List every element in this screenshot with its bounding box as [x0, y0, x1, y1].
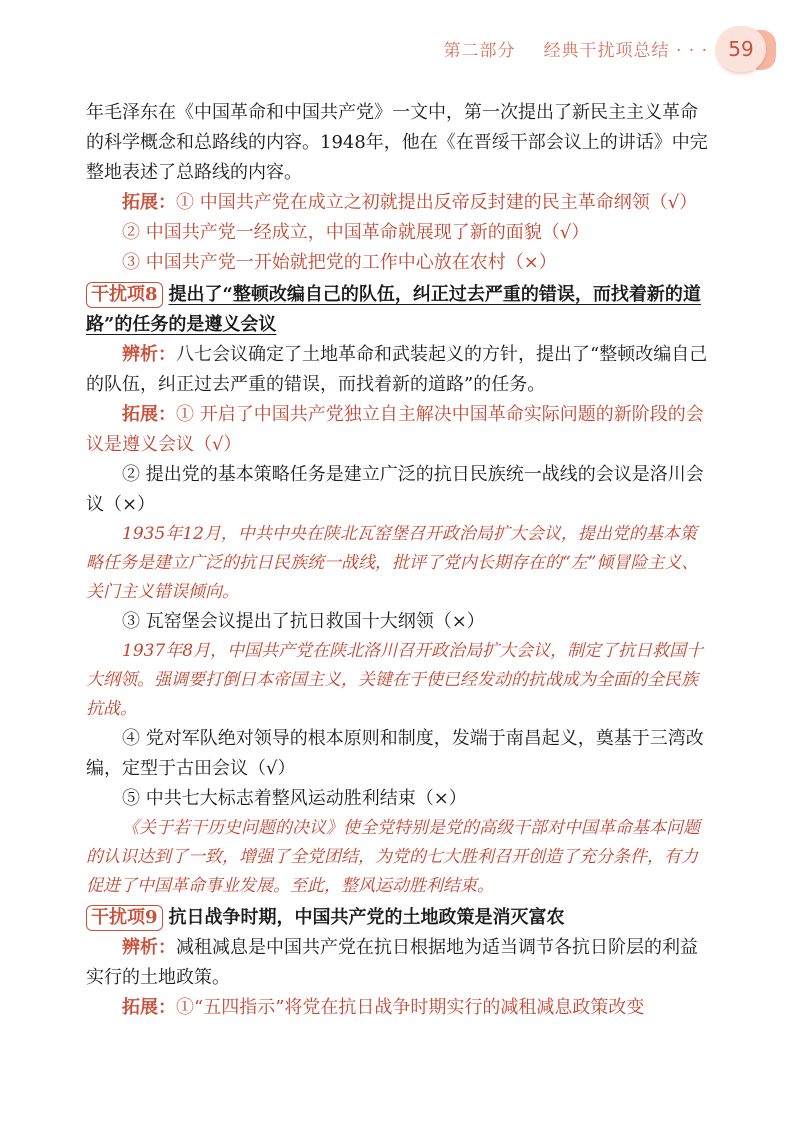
ext8-item-2: ② 提出党的基本策略任务是建立广泛的抗日民族统一战线的会议是洛川会议（×） — [86, 464, 704, 515]
handwritten-note-3: 1937年8月，中国共产党在陕北洛川召开政治局扩大会议，制定了抗日救国十大纲领。强调要打倒日本帝国主义，关键在于使已经发动的抗战成为全面的全民族抗战。 — [86, 641, 704, 719]
handwritten-note-5: 《关于若干历史问题的决议》使全党特别是党的高级干部对中国革命基本问题的认识达到了一致，增强了全党团结，为党的七大胜利召开创造了充分条件，有力促进了中国革命事业发展。至此，整风运动胜利结束。 — [86, 818, 700, 896]
page-content — [86, 98, 712, 1023]
chapter-title: 经典干扰项总结 · · · — [543, 41, 708, 61]
analysis-paragraph: 辨析：八七会议确定了土地革命和武装起义的方针，提出了“整顿改编自己的队伍，纠正过去严重的错误，而找着新的道路”的任务。 — [86, 344, 708, 395]
analysis-paragraph: 辨析：减租减息是中国共产党在抗日根据地为适当调节各抗日阶层的利益实行的土地政策。 — [86, 937, 698, 988]
page-number: 59 — [716, 26, 766, 72]
extension-label: 拓展： — [122, 192, 176, 213]
extension-label: 拓展： — [122, 997, 176, 1018]
extension-label: 拓展： — [122, 404, 176, 425]
handwritten-note-2: 1935年12月，中共中央在陕北瓦窑堡召开政治局扩大会议，提出党的基本策略任务是建立广泛的抗日民族统一战线，批评了党内长期存在的“左”倾冒险主义、关门主义错误倾向。 — [86, 524, 699, 602]
distractor-title: 抗日战争时期，中国共产党的土地政策是消灭富农 — [168, 907, 565, 928]
analysis-label: 辨析： — [122, 344, 176, 365]
distractor-title: 提出了“整顿改编自己的队伍，纠正过去严重的错误，而找着新的道路”的任务的是遵义会议 — [86, 284, 701, 335]
ext9-item-1: 拓展：①“五四指示”将党在抗日战争时期实行的减租减息政策改变 — [122, 997, 645, 1018]
page-header — [0, 0, 800, 80]
ext8-item-4: ④ 党对军队绝对领导的根本原则和制度，发端于南昌起义，奠基于三湾改编，定型于古田会议（√） — [86, 728, 704, 779]
ext7-item-2: ② 中国共产党一经成立，中国革命就展现了新的面貌（√） — [122, 222, 590, 243]
running-header — [444, 36, 708, 61]
distractor-tag: 干扰项9 — [86, 905, 163, 931]
analysis-label: 辨析： — [122, 937, 176, 958]
section-label: 第二部分 — [443, 41, 516, 61]
ext7-item-1: 拓展：① 中国共产党在成立之初就提出反帝反封建的民主革命纲领（√） — [122, 192, 698, 213]
ext7-item-3: ③ 中国共产党一开始就把党的工作中心放在农村（×） — [122, 252, 557, 273]
distractor-9-heading — [86, 903, 712, 933]
ext8-item-3: ③ 瓦窑堡会议提出了抗日救国十大纲领（×） — [122, 611, 485, 632]
ext8-item-5: ⑤ 中共七大标志着整风运动胜利结束（×） — [122, 788, 467, 809]
distractor-8-heading — [86, 280, 712, 340]
distractor-tag: 干扰项8 — [86, 282, 163, 308]
ext8-item-1: 拓展：① 开启了中国共产党独立自主解决中国革命实际问题的新阶段的会议是遵义会议（√） — [86, 404, 704, 455]
intro-paragraph: 年毛泽东在《中国革命和中国共产党》一文中，第一次提出了新民主主义革命的科学概念和总路线的内容。1948年，他在《在晋绥干部会议上的讲话》中完整地表述了总路线的内容。 — [86, 102, 708, 183]
